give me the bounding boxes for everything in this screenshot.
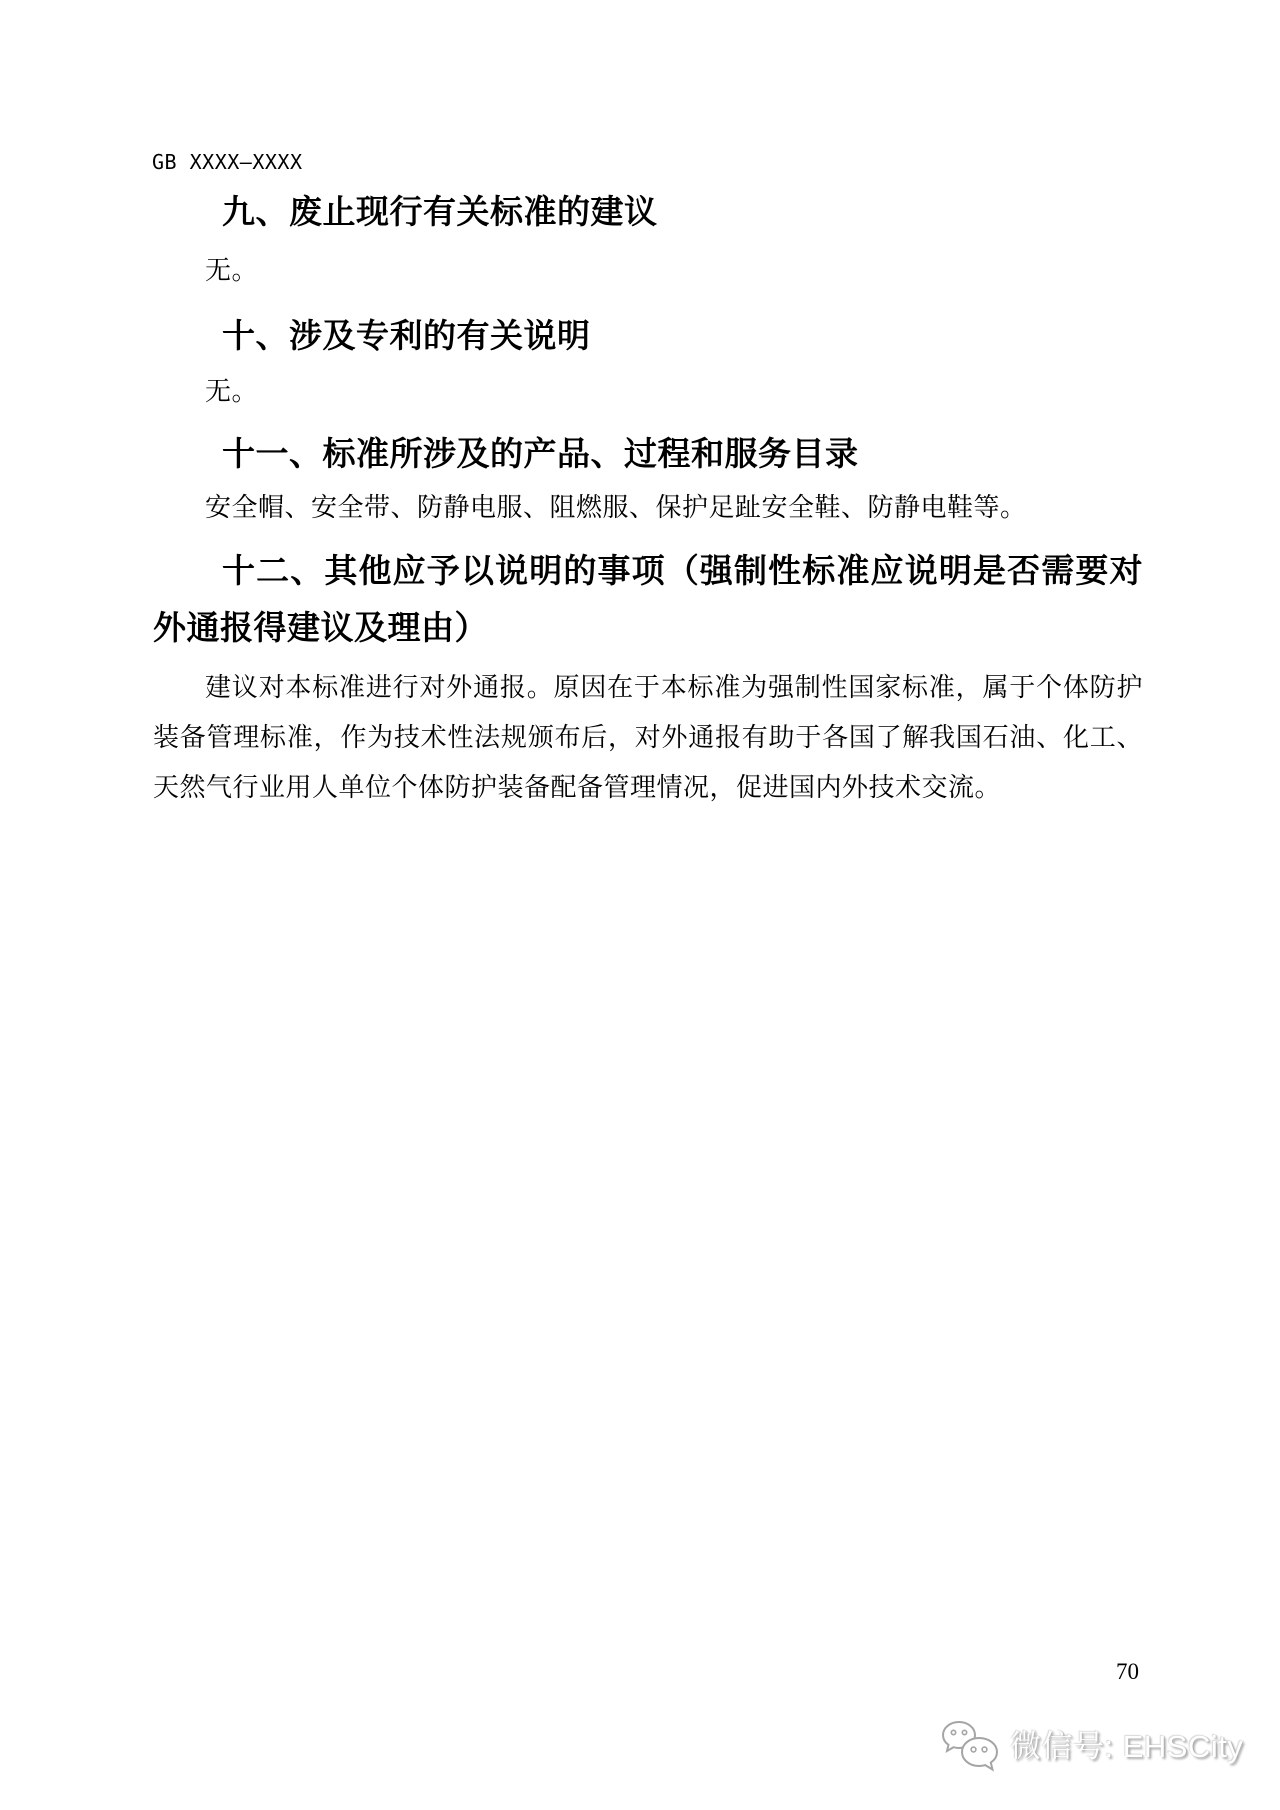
- section-10-heading: 十、涉及专利的有关说明: [222, 317, 591, 354]
- section-11-body: 安全帽、安全带、防静电服、阻燃服、保护足趾安全鞋、防静电鞋等。: [205, 493, 1027, 522]
- section-9-body: 无。: [205, 256, 259, 285]
- section-9-heading: 九、废止现行有关标准的建议: [222, 193, 658, 230]
- page-number: 70: [1116, 1659, 1139, 1684]
- section-12-body: 建议对本标准进行对外通报。原因在于本标准为强制性国家标准，属于个体防护装备管理标准，作为技术性法规颁布后，对外通报有助于各国了解我国石油、化工、天然气行业用人单位个体防护装备配备管理情况，促进国内外技术交流。: [153, 673, 1143, 802]
- section-10-body: 无。: [205, 377, 259, 406]
- wechat-icon: [938, 1718, 1002, 1776]
- section-12-heading: 十二、其他应予以说明的事项（强制性标准应说明是否需要对外通报得建议及理由）: [153, 552, 1143, 646]
- section-11-heading: 十一、标准所涉及的产品、过程和服务目录: [222, 435, 859, 472]
- wechat-footer: [938, 1718, 1243, 1776]
- document-code-header: GB XXXX—XXXX: [152, 150, 303, 174]
- wechat-account-label: 微信号: EHSCity: [1010, 1729, 1244, 1764]
